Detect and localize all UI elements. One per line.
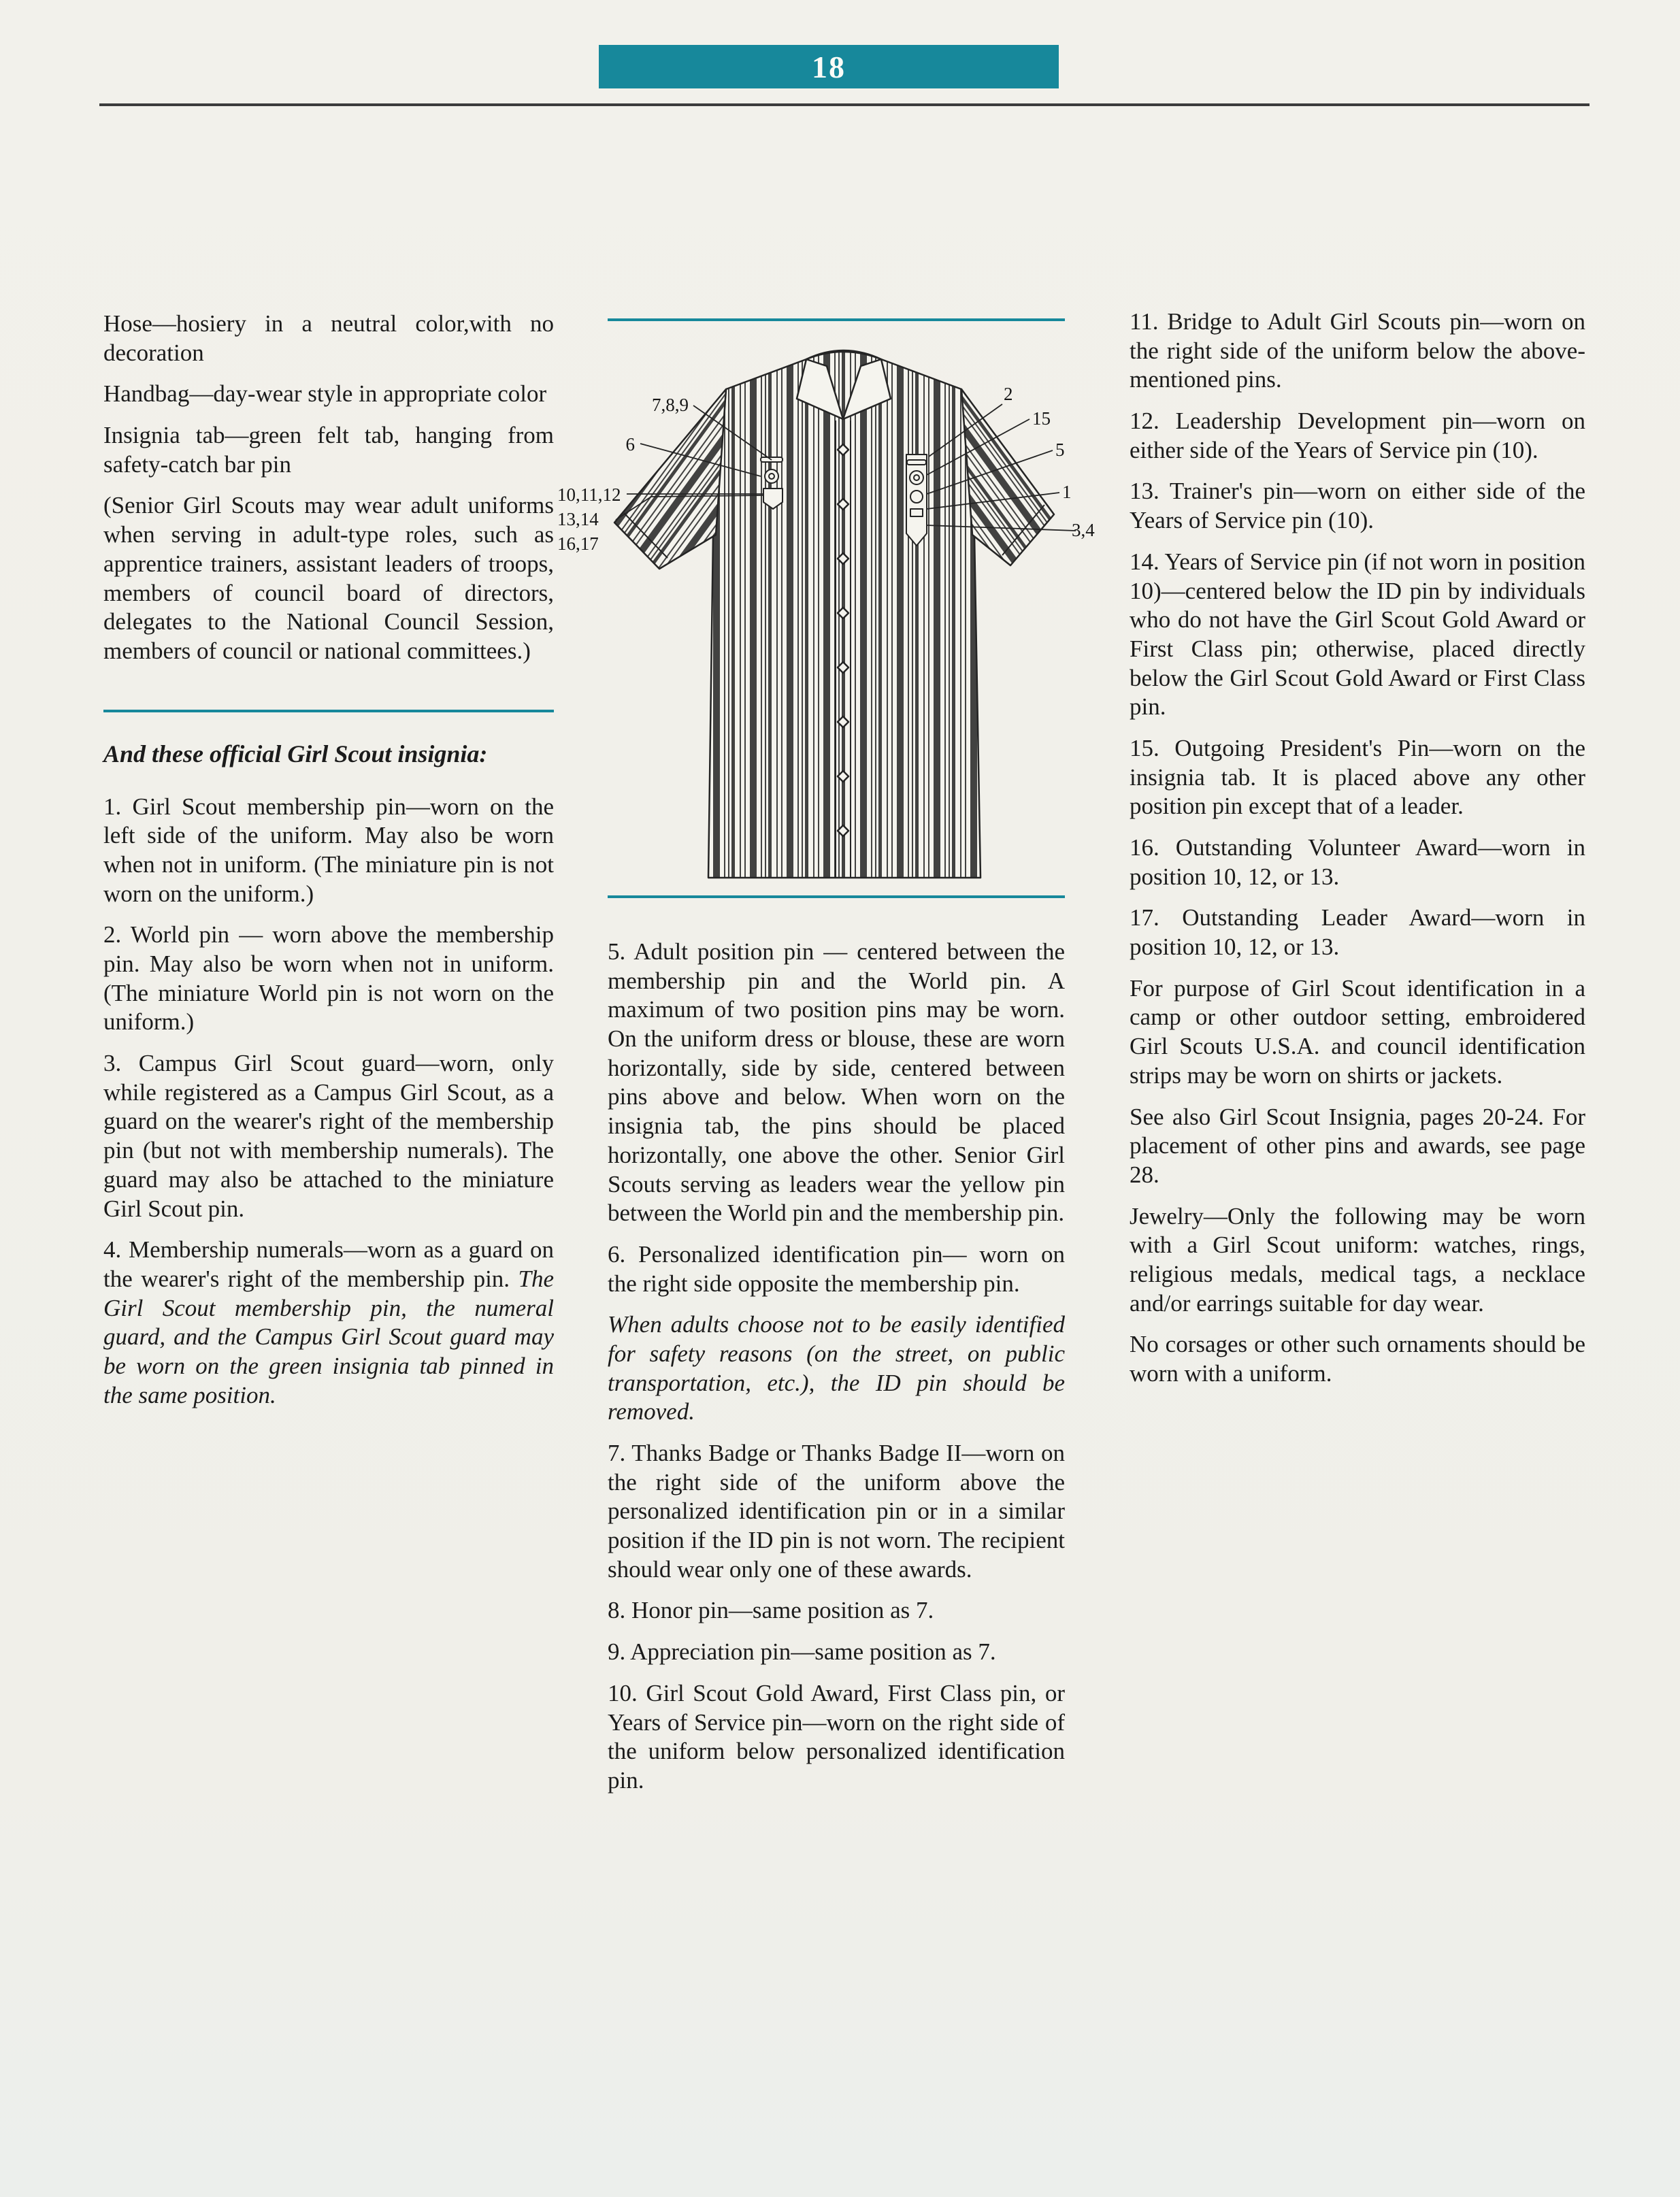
callout-label-2: 2 (1004, 384, 1013, 404)
insignia-item-4-text: 4. Membership numerals—worn as a guard on the wearer's right of the membership pin. (103, 1236, 554, 1292)
insignia-item-4 (103, 1236, 554, 1410)
insignia-item-2: 2. World pin — worn above the membership pin. May also be worn when not in uniform. (The miniature World pin is not worn on the uniform.) (103, 921, 554, 1036)
callout-label-6: 6 (625, 434, 635, 455)
insignia-item-8: 8. Honor pin—same position as 7. (608, 1597, 934, 1624)
callout-label-1: 1 (1062, 482, 1072, 502)
paragraph-senior-note: (Senior Girl Scouts may wear adult uniforms when serving in adult-type roles, such as apprentice trainers, assistant leaders of troops, members of council board of directors, delegates to the National Council Session, members of council or national committees.) (103, 492, 554, 664)
paragraph-handbag: Handbag—day-wear style in appropriate color (103, 380, 547, 408)
right-chest-pins (906, 455, 927, 546)
insignia-item-16: 16. Outstanding Volunteer Award—worn in position 10, 12, or 13. (1130, 834, 1585, 890)
insignia-item-10: 10. Girl Scout Gold Award, First Class pin, or Years of Service pin—worn on the right side of the uniform below personalized identification pin. (608, 1679, 1065, 1794)
insignia-item-1: 1. Girl Scout membership pin—worn on the left side of the uniform. May also be worn when not in uniform. (The miniature pin is not worn on the uniform.) (103, 793, 554, 907)
header-rule (99, 103, 1590, 106)
insignia-item-5: 5. Adult position pin — centered between the membership pin and the World pin. A maximum of two position pins may be worn. On the uniform dress or blouse, these are worn horizontally, side by side, centered between pins above and below. When worn on the insignia tab, the pins should be placed horizontally, one above the other. Senior Girl Scouts serving as leaders wear the yellow pin between the World pin and the membership pin. (608, 938, 1065, 1227)
callout-label-10-11-12: 10,11,12 (557, 484, 621, 505)
middle-column (557, 318, 1095, 1808)
paragraph-identification: For purpose of Girl Scout identification in a camp or other outdoor setting, embroidered Girl Scouts U.S.A. and council identification strips may be worn on shirts or jackets. (1130, 974, 1585, 1089)
safety-note: When adults choose not to be easily identified for safety reasons (on the street, on public transportation, etc.), the ID pin should be removed. (608, 1311, 1065, 1425)
insignia-item-3: 3. Campus Girl Scout guard—worn, only while registered as a Campus Girl Scout, as a guard on the wearer's right of the membership pin (but not with membership numerals). The guard may also be attached to the miniature Girl Scout pin. (103, 1050, 554, 1222)
insignia-item-17: 17. Outstanding Leader Award—worn in position 10, 12, or 13. (1130, 904, 1585, 961)
figure-bottom-rule (608, 895, 1065, 898)
insignia-item-13: 13. Trainer's pin—worn on either side of the Years of Service pin (10). (1130, 478, 1585, 534)
paragraph-insignia-tab: Insignia tab—green felt tab, hanging from safety-catch bar pin (103, 422, 554, 478)
insignia-item-11: 11. Bridge to Adult Girl Scouts pin—worn on the right side of the uniform below the above-mentioned pins. (1130, 308, 1585, 393)
insignia-item-15: 15. Outgoing President's Pin—worn on the insignia tab. It is placed above any other position pin except that of a leader. (1130, 734, 1585, 820)
callout-label-5: 5 (1055, 440, 1065, 460)
insignia-item-14: 14. Years of Service pin (if not worn in position 10)—centered below the ID pin by individuals who do not have the Girl Scout Gold Award or First Class pin; otherwise, placed directly below the Girl Scout Gold Award or First Class pin. (1130, 548, 1585, 721)
insignia-item-4-italic: The Girl Scout membership pin, the numeral guard, and the Campus Girl Scout guard may be worn on the green insignia tab pinned in the same position. (103, 1265, 554, 1408)
paragraph-corsages: No corsages or other such ornaments should be worn with a uniform. (1130, 1331, 1585, 1387)
callout-label-16-17: 16,17 (557, 533, 599, 554)
callout-label-13-14: 13,14 (557, 509, 599, 529)
callout-label-3-4: 3,4 (1072, 520, 1095, 540)
page-number: 18 (812, 49, 846, 84)
insignia-item-12: 12. Leadership Development pin—worn on either side of the Years of Service pin (10). (1130, 408, 1585, 463)
shirt-drawing (614, 350, 1076, 878)
insignia-heading: And these official Girl Scout insignia: (103, 740, 488, 767)
paragraph-hose: Hose—hosiery in a neutral color,with no decoration (103, 310, 554, 366)
callout-label-7-8-9: 7,8,9 (652, 395, 689, 415)
figure-top-rule (608, 318, 1065, 321)
paragraph-jewelry: Jewelry—Only the following may be worn with a Girl Scout uniform: watches, rings, religious medals, medical tags, a necklace and/or earrings suitable for day wear. (1130, 1202, 1585, 1317)
heading-rule (103, 710, 554, 712)
left-column (103, 310, 554, 1422)
right-column (1130, 308, 1585, 1401)
page-number-bar (599, 45, 1059, 88)
insignia-item-7: 7. Thanks Badge or Thanks Badge II—worn on the right side of the uniform above the personalized identification pin or in a similar position if the ID pin is not worn. The recipient should wear only one of these awards. (608, 1440, 1065, 1583)
paragraph-see-also: See also Girl Scout Insignia, pages 20-24. For placement of other pins and awards, see page 28. (1130, 1103, 1585, 1188)
callout-label-15: 15 (1032, 408, 1051, 429)
insignia-item-9: 9. Appreciation pin—same position as 7. (608, 1638, 996, 1666)
insignia-item-6: 6. Personalized identification pin— worn on the right side opposite the membership pin. (608, 1240, 1065, 1297)
uniform-shirt-figure (548, 331, 1113, 895)
